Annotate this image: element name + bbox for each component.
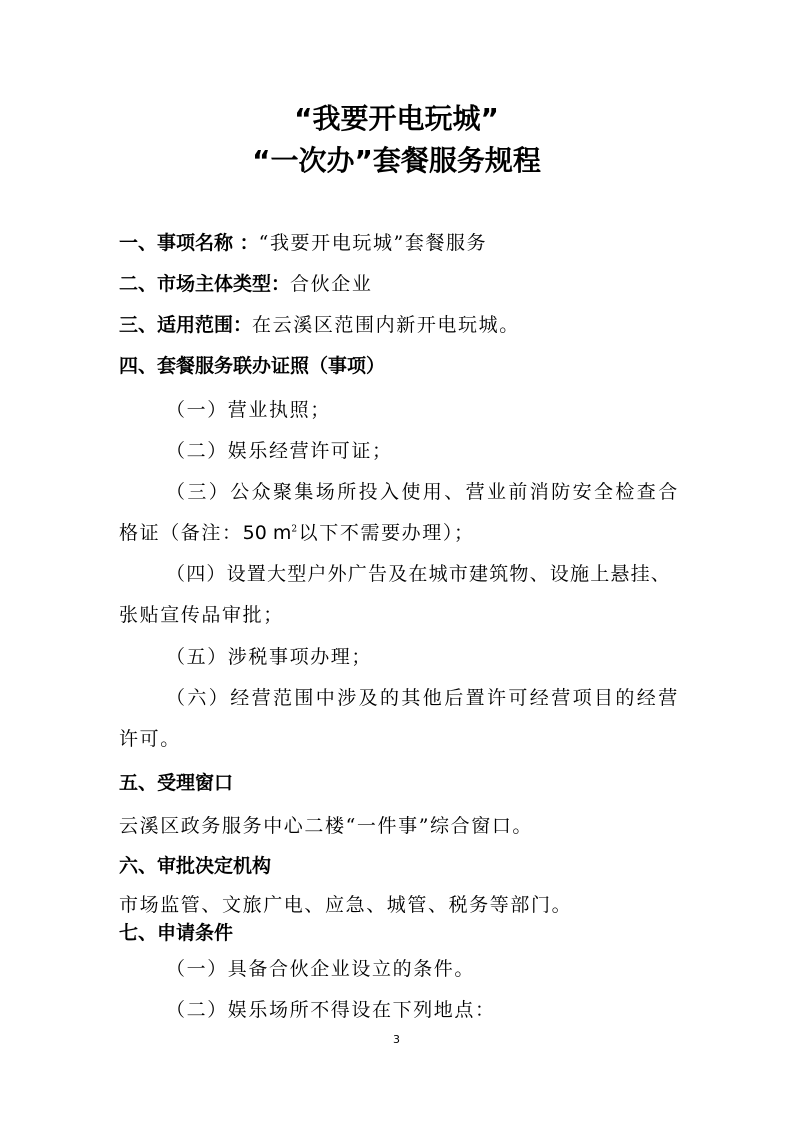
- page-number: 3: [393, 1033, 400, 1046]
- section-1-heading: 一、事项名称 ：: [119, 232, 259, 254]
- section-7-heading: 七、申请条件: [119, 922, 234, 944]
- section-4-item-4-line-1: （四）设置大型户外广告及在城市建筑物、设施上悬挂、: [166, 563, 672, 585]
- section-4-item-4-line-2: 张贴宣传品审批；: [119, 604, 284, 626]
- section-3-heading: 三、适用范围：: [119, 314, 253, 336]
- section-4-item-5: （五）涉税事项办理；: [166, 646, 373, 668]
- item-3-area-value: 50 m: [242, 522, 292, 544]
- section-1-text: “我要开电玩城”套餐服务: [258, 232, 488, 254]
- section-2: [119, 272, 372, 296]
- section-2-heading: 二、市场主体类型：: [119, 273, 291, 295]
- section-3-text: 在云溪区范围内新开电玩城。: [252, 314, 520, 336]
- section-4-item-6-line-2: 许可。: [119, 728, 181, 750]
- section-4-item-3-line-2: [119, 521, 475, 545]
- document-title-line-2: “一次办”套餐服务规程: [252, 144, 541, 177]
- section-4-heading: 四、套餐服务联办证照（事项）: [119, 355, 386, 377]
- section-6-heading: 六、审批决定机构: [119, 855, 272, 877]
- item-3-area-superscript: 2: [291, 524, 299, 535]
- section-5-heading: 五、受理窗口: [119, 772, 234, 794]
- section-2-text: 合伙企业: [290, 273, 373, 295]
- section-3: [119, 313, 520, 337]
- section-7-item-2: （二）娱乐场所不得设在下列地点：: [166, 999, 496, 1021]
- section-4-item-2: （二）娱乐经营许可证；: [166, 440, 393, 462]
- section-1: [119, 231, 487, 255]
- item-3-note-suffix: 以下不需要办理）；: [298, 522, 475, 544]
- section-7-item-1: （一）具备合伙企业设立的条件。: [166, 958, 476, 980]
- document-title-line-1: “我要开电玩城”: [294, 102, 499, 135]
- section-6-text: 市场监管、文旅广电、应急、城管、税务等部门。: [119, 894, 573, 916]
- section-4-item-6-line-1: （六）经营范围中涉及的其他后置许可经营项目的经营: [166, 687, 680, 709]
- section-5-text: 云溪区政务服务中心二楼“一件事”综合窗口。: [119, 815, 534, 837]
- item-3-note-prefix: 格证（备注：: [119, 522, 243, 544]
- section-4-item-3-line-1: （三）公众聚集场所投入使用、营业前消防安全检查合: [166, 481, 680, 503]
- section-4-item-1: （一）营业执照；: [166, 399, 331, 421]
